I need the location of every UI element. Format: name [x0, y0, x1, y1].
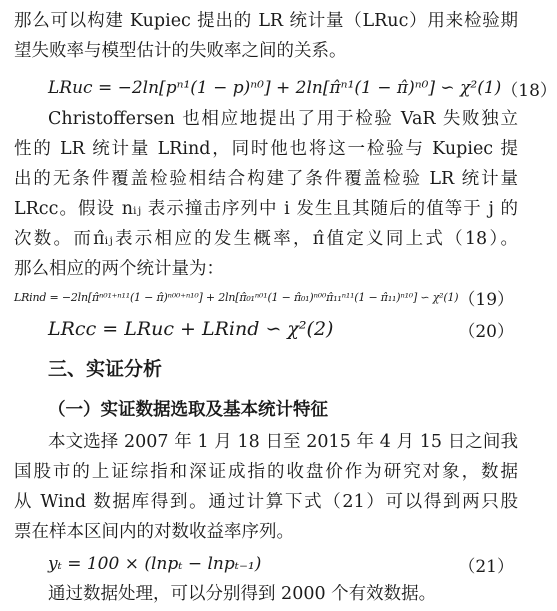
subsection-heading: （一）实证数据选取及基本统计特征 — [48, 400, 328, 420]
section-heading: 三、实证分析 — [48, 358, 163, 380]
equation-expression: LRuc = −2ln[pⁿ¹(1 − p)ⁿ⁰] + 2ln[π̂ⁿ¹(1 − π̂)ⁿ⁰] ∽ χ²(1) — [48, 78, 502, 98]
paragraph-line: 通过数据处理，可以分别得到 2000 个有效数据。 — [48, 584, 437, 604]
equation-expression: yₜ = 100 × (lnpₜ − lnpₜ₋₁) — [48, 554, 262, 574]
paragraph-line: 从 Wind 数据库得到。通过计算下式（21）可以得到两只股 — [14, 492, 518, 512]
paragraph-line: Christoffersen 也相应地提出了用于检验 VaR 失败独立 — [48, 109, 518, 129]
paragraph-line: 性的 LR 统计量 LRind，同时他也将这一检验与 Kupiec 提 — [14, 139, 518, 159]
paragraph-line: 望失败率与模型估计的失败率之间的关系。 — [14, 41, 347, 61]
equation-number: （19） — [458, 289, 515, 310]
paragraph-line: 国股市的上证综指和深证成指的收盘价作为研究对象，数据 — [14, 462, 518, 482]
equation-number: （20） — [458, 321, 514, 342]
paragraph-line: 票在样本区间内的对数收益率序列。 — [14, 522, 294, 542]
equation-18 — [48, 73, 557, 103]
paragraph-line: 本文选择 2007 年 1 月 18 日至 2015 年 4 月 15 日之间我 — [48, 432, 518, 452]
equation-21 — [48, 549, 518, 579]
paragraph-line: 那么相应的两个统计量为： — [14, 259, 224, 279]
equation-number: （21） — [458, 556, 514, 577]
paragraph-line: 那么可以构建 Kupiec 提出的 LR 统计量（LRuc）用来检验期 — [14, 11, 518, 31]
paragraph-line: 次数。而π̂ᵢⱼ表示相应的发生概率，π̂值定义同上式（18）。 — [14, 229, 518, 249]
equation-expression: LRind = −2ln[π̂ⁿ⁰¹⁺ⁿ¹¹(1 − π̂)ⁿ⁰⁰⁺ⁿ¹⁰] + 2ln[π̂₀₁ⁿ⁰¹(1 − π̂₀₁)ⁿ⁰⁰π̂₁₁ⁿ¹¹(1 − π̂₁₁)ⁿ¹⁰] ∽ χ²(1) — [14, 290, 459, 304]
equation-number: （18） — [501, 80, 557, 101]
equation-20 — [48, 314, 518, 344]
paragraph-line: LRcc。假设 nᵢⱼ 表示撞击序列中 i 发生且其随后的值等于 j 的 — [14, 199, 518, 219]
paragraph-line: 出的无条件覆盖检验相结合构建了条件覆盖检验 LR 统计量 — [14, 169, 518, 189]
equation-19 — [14, 282, 518, 312]
equation-expression: LRcc = LRuc + LRind ∽ χ²(2) — [48, 318, 334, 340]
